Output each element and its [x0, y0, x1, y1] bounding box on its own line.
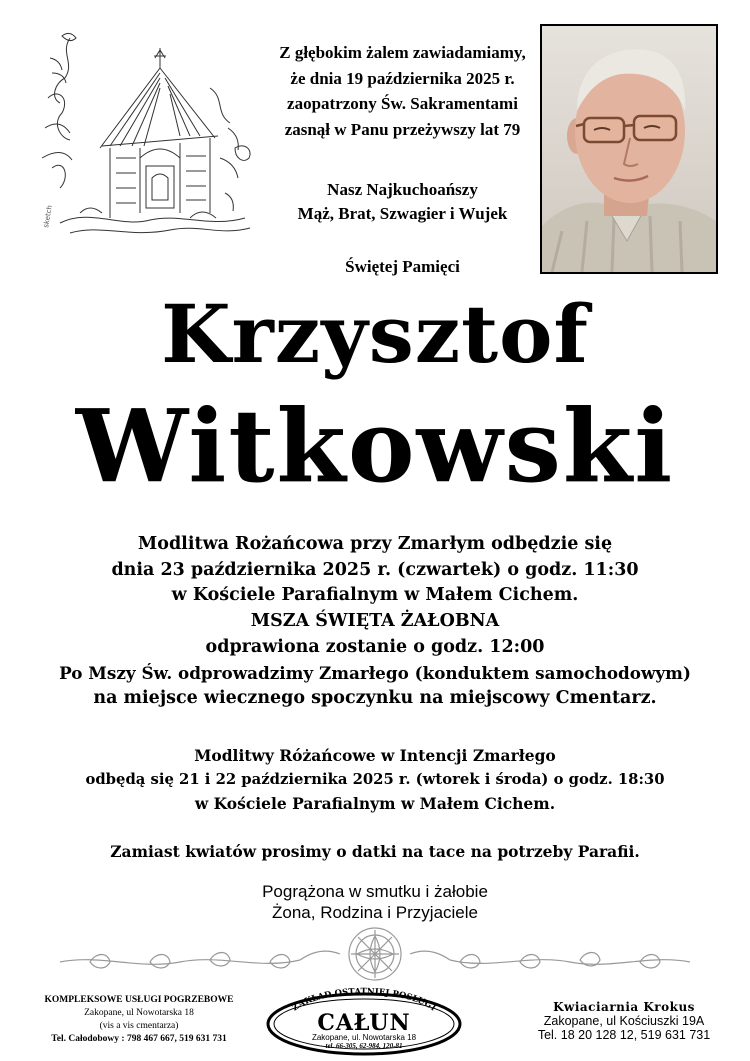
ceremony-line: na miejsce wiecznego spoczynku na miejscowy Cmentarz.: [93, 688, 657, 709]
deceased-last-name: Witkowski: [75, 387, 675, 505]
rosary-details: [0, 744, 750, 816]
svg-text:sketch: sketch: [42, 204, 54, 229]
rosary-line: Modlitwy Różańcowe w Intencji Zmarłego: [194, 746, 556, 765]
florist-info: [508, 1000, 740, 1042]
logo-arc-text: ZAKŁAD OSTATNIEJ POSŁUGI: [290, 986, 438, 1014]
mourners: [0, 881, 750, 923]
florist-phone: Tel. 18 20 128 12, 519 631 731: [537, 1028, 711, 1042]
family-roles: [255, 178, 550, 226]
funeral-home-title: KOMPLEKSOWE USŁUGI POGRZEBOWE: [44, 995, 234, 1005]
rosary-line: w Kościele Parafialnym w Małem Cichem.: [194, 794, 556, 813]
ceremony-line: dnia 23 października 2025 r. (czwartek) o godz. 11:30: [111, 559, 639, 580]
roles-line: Nasz Najkuchoańszy: [327, 180, 478, 199]
logo-phone: tel. 66-305, 62-984, 120-81: [325, 1042, 403, 1050]
mourners-line: Pogrążona w smutku i żałobie: [262, 882, 488, 901]
funeral-home-phone: Tel. Całodobowy : 798 467 667, 519 631 731: [51, 1034, 227, 1044]
in-memory-label: Świętej Pamięci: [345, 257, 460, 276]
intro-line: Z głębokim żalem zawiadamiamy,: [279, 43, 526, 62]
logo-address: Zakopane, ul. Nowotarska 18: [311, 1033, 417, 1042]
ceremony-line: Po Mszy Św. odprowadzimy Zmarłego (konduktem samochodowym): [59, 662, 691, 683]
portrait-photo: [540, 24, 718, 274]
logo-brand: CAŁUN: [317, 1010, 411, 1036]
deceased-first-name: Krzysztof: [161, 287, 589, 381]
donation-request: Zamiast kwiatów prosimy o datki na tace na potrzeby Parafii.: [110, 842, 640, 861]
announcement-intro: [255, 40, 550, 142]
ceremony-line: w Kościele Parafialnym w Małem Cichem.: [171, 585, 579, 606]
ceremony-line: MSZA ŚWIĘTA ŻAŁOBNA: [250, 611, 500, 632]
funeral-home-note: (vis a vis cmentarza): [99, 1021, 179, 1031]
mourners-line: Żona, Rodzina i Przyjaciele: [272, 903, 478, 922]
ceremony-line: odprawiona zostanie o godz. 12:00: [205, 636, 545, 657]
intro-line: zasnął w Panu przeżywszy lat 79: [284, 119, 521, 139]
intro-line: zaopatrzony Św. Sakramentami: [287, 94, 518, 113]
roles-line: Mąż, Brat, Szwagier i Wujek: [297, 204, 508, 223]
chapel-sketch-illustration: [40, 28, 260, 243]
rosary-line: odbędą się 21 i 22 października 2025 r. (wtorek i środa) o godz. 18:30: [85, 771, 665, 788]
ceremony-line: Modlitwa Rożańcowa przy Zmarłym odbędzie się: [137, 534, 613, 554]
ornament-divider: [60, 924, 690, 984]
intro-line: że dnia 19 października 2025 r.: [290, 68, 515, 88]
florist-name: Kwiaciarnia Krokus: [553, 1000, 695, 1014]
florist-address: Zakopane, ul Kościuszki 19A: [543, 1014, 705, 1028]
portrait-image: [542, 26, 716, 272]
funeral-home-address: Zakopane, ul Nowotarska 18: [84, 1008, 194, 1018]
funeral-home-info: [14, 994, 264, 1046]
calun-logo: [265, 984, 463, 1056]
ceremony-details: [0, 532, 750, 712]
